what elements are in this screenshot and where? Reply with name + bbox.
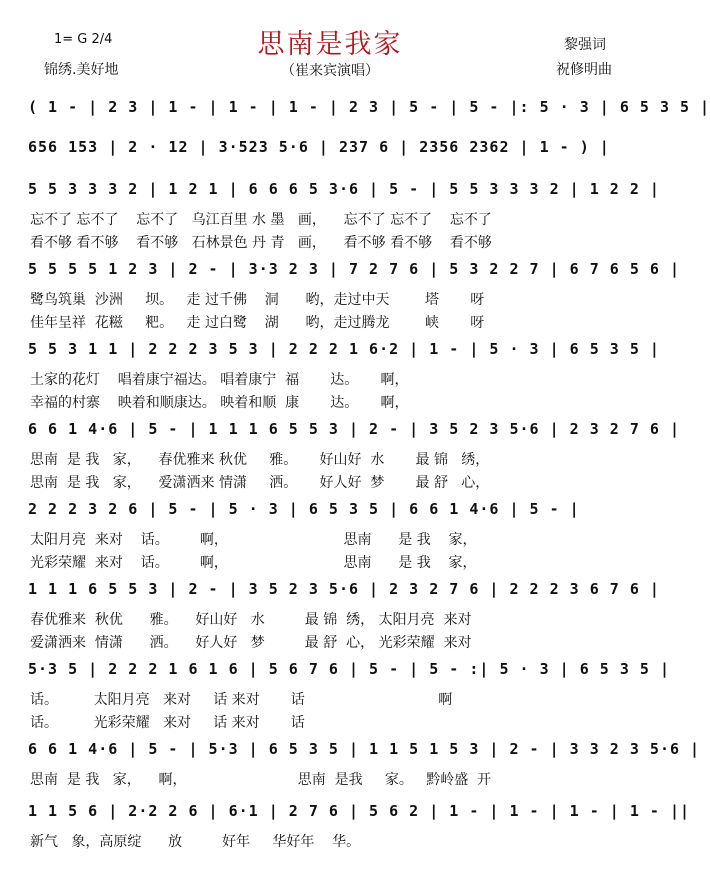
lyricist-credit: 黎强词 bbox=[564, 37, 606, 53]
lyric-line-verse2: 爱潇洒来 情潇 洒。 好人好 梦 最 舒 心， 光彩荣耀 来对 bbox=[30, 635, 472, 651]
singer-credit: （崔来宾演唱） bbox=[281, 63, 379, 79]
notation-line: 1 1 1 6 5 5 3 | 2 - | 3 5 2 3 5·6 | 2 3 2 7 6 | 2 2 2 3 6 7 6 | bbox=[28, 580, 660, 598]
lyric-line-verse2 bbox=[30, 854, 642, 876]
lyric-line-verse2: 思南 是 我 家， 爱潇洒来 情潇 洒。 好人好 梦 最 舒 心， bbox=[30, 475, 490, 491]
notation-line: 5 5 3 1 1 | 2 2 2 3 5 3 | 2 2 2 1 6·2 | 1 - | 5 · 3 | 6 5 3 5 | bbox=[28, 340, 660, 358]
lyric-line-verse1: 思南 是 我 家， 啊， 思南 是我 家。 黔岭盛 开 bbox=[30, 772, 492, 788]
lyric-line-verse1: 话。 太阳月亮 来对 话 来对 话 啊 bbox=[30, 692, 453, 708]
lyric-line-verse2: 光彩荣耀 来对 话。 啊， 思南 是 我 家， bbox=[30, 555, 477, 571]
lyric-line-verse2: 话。 光彩荣耀 来对 话 来对 话 bbox=[30, 715, 305, 731]
lyric-line-verse1: 土家的花灯 唱着康宁福达。 唱着康宁 福 达。 啊， bbox=[30, 372, 409, 388]
notation-line: 6 6 1 4·6 | 5 - | 1 1 1 6 5 5 3 | 2 - | 3 5 2 3 5·6 | 2 3 2 7 6 | bbox=[28, 420, 680, 438]
notation-line: 6 6 1 4·6 | 5 - | 5·3 | 6 5 3 5 | 1 1 5 1 5 3 | 2 - | 3 3 2 3 5·6 | bbox=[28, 740, 701, 758]
style-marking: 锦绣.美好地 bbox=[44, 62, 119, 78]
key-signature: 1= G 2/4 bbox=[54, 32, 113, 47]
notation-line: 5 5 5 5 1 2 3 | 2 - | 3·3 2 3 | 7 2 7 6 | 5 3 2 2 7 | 6 7 6 5 6 | bbox=[28, 260, 680, 278]
lyric-line-verse1: 春优雅来 秋优 雅。 好山好 水 最 锦 绣， 太阳月亮 来对 bbox=[30, 612, 472, 628]
lyric-line-verse1: 新气 象，高原绽 放 好年 华好年 华。 bbox=[30, 834, 361, 850]
notation-line: 1 1 5 6 | 2·2 2 6 | 6·1 | 2 7 6 | 5 6 2 | 1 - | 1 - | 1 - | 1 - || bbox=[28, 802, 691, 820]
notation-line: 5·3 5 | 2 2 2 1 6 1 6 | 5 6 7 6 | 5 - | 5 - :| 5 · 3 | 6 5 3 5 | bbox=[28, 660, 670, 678]
composer-credit: 祝修明曲 bbox=[556, 62, 612, 78]
notation-line: ( 1 - | 2 3 | 1 - | 1 - | 1 - | 2 3 | 5 - | 5 - |: 5 · 3 | 6 5 3 5 | bbox=[28, 98, 710, 116]
notation-line: 656 153 | 2 · 12 | 3·523 5·6 | 237 6 | 2356 2362 | 1 - ) | bbox=[28, 138, 610, 156]
notation-line: 5 5 3 3 3 2 | 1 2 1 | 6 6 6 5 3·6 | 5 - | 5 5 3 3 3 2 | 1 2 2 | bbox=[28, 180, 660, 198]
lyric-line-verse2: 看不够 看不够 看不够 石林景色 丹 青 画， 看不够 看不够 看不够 bbox=[30, 235, 492, 251]
lyric-line-verse1: 鹭鸟筑巢 沙洲 坝。 走 过千佛 洞 哟，走过中天 塔 呀 bbox=[30, 292, 485, 308]
lyric-line-verse1: 思南 是 我 家， 春优雅来 秋优 雅。 好山好 水 最 锦 绣， bbox=[30, 452, 490, 468]
lyric-line-verse1: 忘不了 忘不了 忘不了 乌江百里 水 墨 画， 忘不了 忘不了 忘不了 bbox=[30, 212, 492, 228]
lyric-line-verse1: 太阳月亮 来对 话。 啊， 思南 是 我 家， bbox=[30, 532, 477, 548]
notation-line: 2 2 2 3 2 6 | 5 - | 5 · 3 | 6 5 3 5 | 6 6 1 4·6 | 5 - | bbox=[28, 500, 580, 518]
lyric-line-verse2: 佳年呈祥 花糍 粑。 走 过白鹭 湖 哟，走过腾龙 峡 呀 bbox=[30, 315, 485, 331]
lyric-line-verse2: 幸福的村寨 映着和顺康达。 映着和顺 康 达。 啊， bbox=[30, 395, 409, 411]
song-title: 思南是我家 bbox=[257, 29, 403, 60]
